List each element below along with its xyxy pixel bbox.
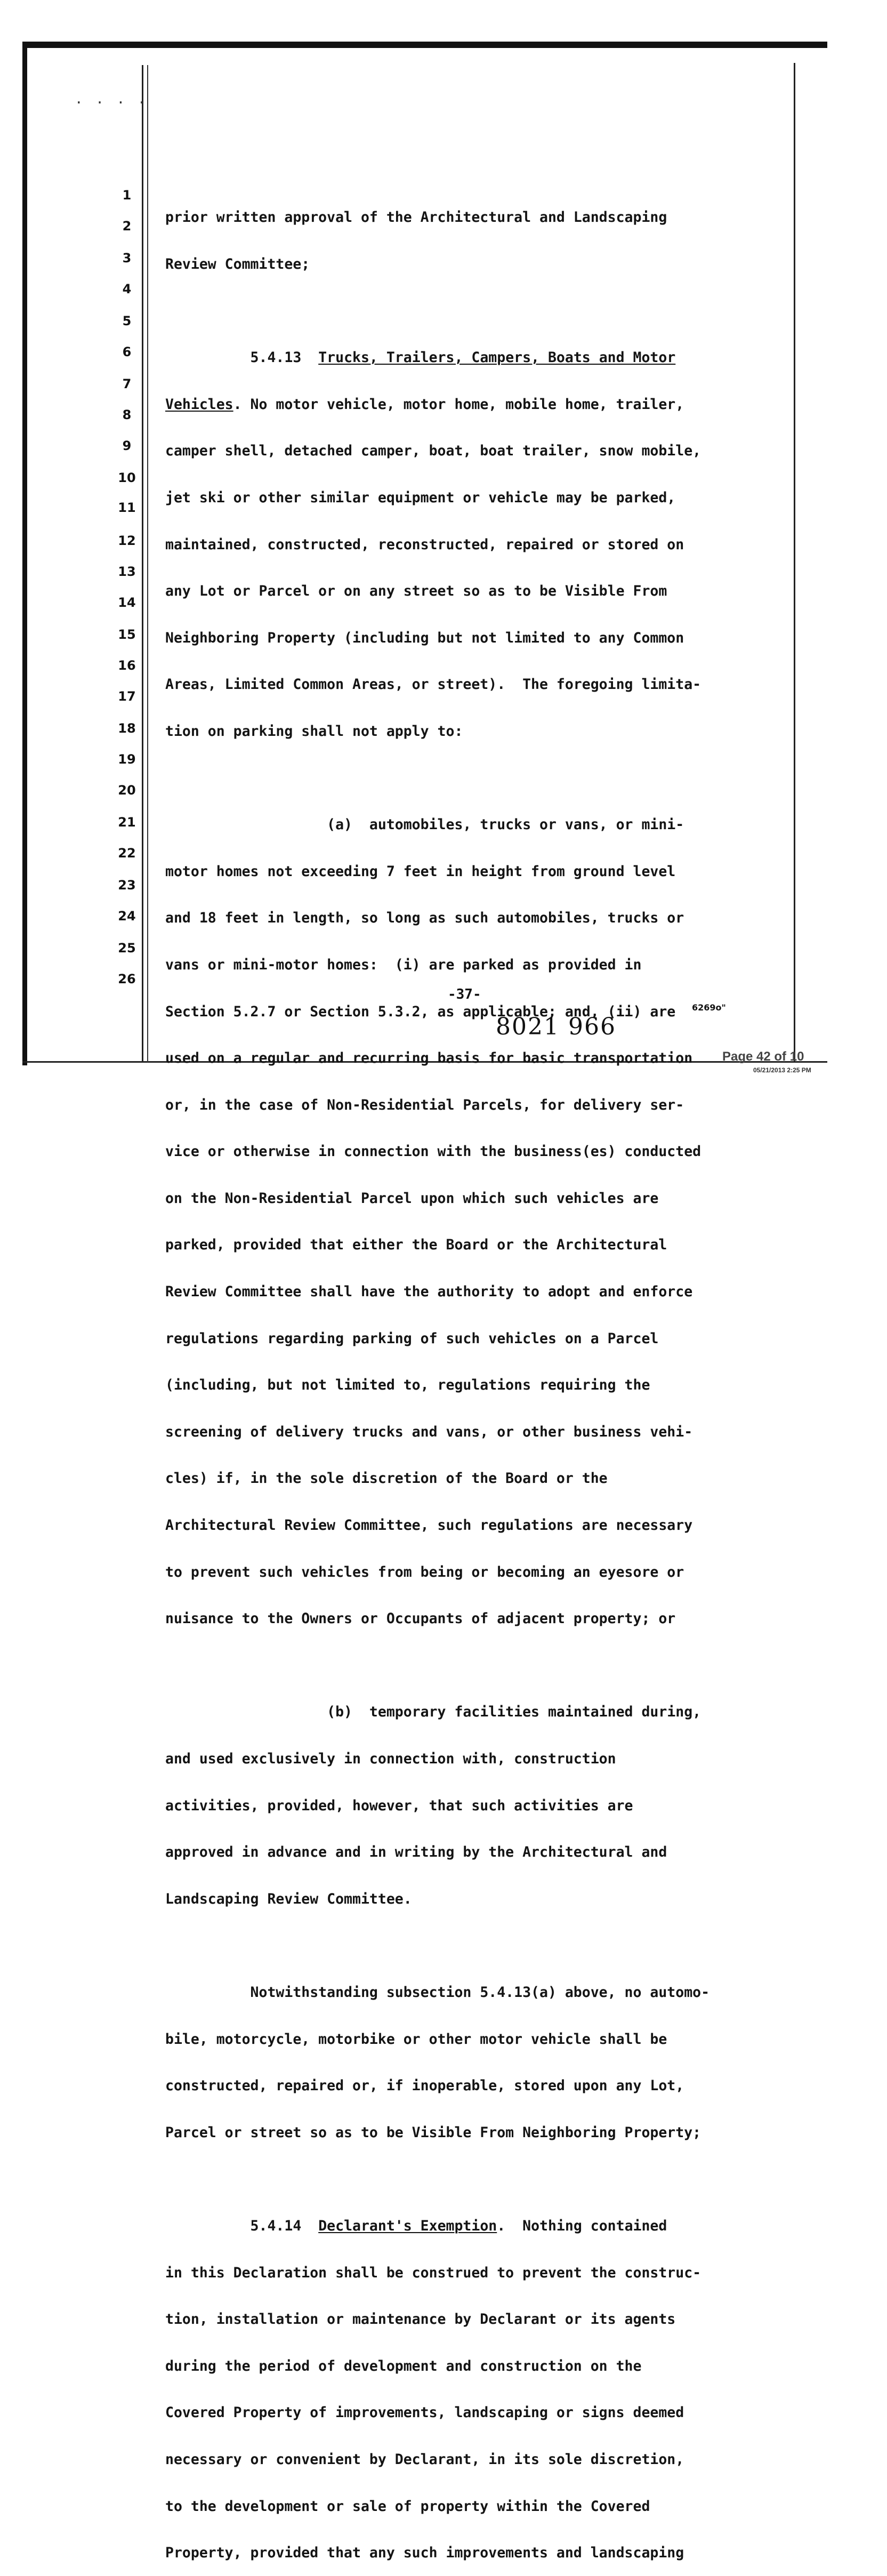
line-number: 6 [122, 344, 132, 359]
line-number: 18 [118, 721, 136, 736]
section-heading: Trucks, Trailers, Campers, Boats and Motor [318, 349, 676, 366]
line-number: 15 [118, 627, 136, 642]
subsection-b-first-line [165, 1704, 762, 1720]
text-line: tion, installation or maintenance by Declarant or its agents [165, 2311, 676, 2328]
text-line: in this Declaration shall be construed to prevent the construc- [165, 2264, 701, 2281]
text-line: parked, provided that either the Board or the Architectural [165, 1237, 667, 1254]
line-number: 5 [122, 314, 132, 328]
text-line: vice or otherwise in connection with the business(es) conducted [165, 1143, 701, 1160]
margin-rule-left-outer [142, 65, 143, 1062]
text-line: cles) if, in the sole discretion of the Board or the [165, 1470, 608, 1487]
line-number: 8 [122, 407, 132, 422]
text-line: Property, provided that any such improvements and landscaping [165, 2545, 684, 2562]
text-line: regulations regarding parking of such vehicles on a Parcel [165, 1330, 659, 1347]
text-line: or, in the case of Non-Residential Parcels, for delivery ser- [165, 1096, 684, 1113]
scan-noise-dots: · · · · [75, 95, 148, 111]
line-number: 25 [118, 941, 136, 956]
margin-rule-left-inner [147, 65, 148, 1062]
line-number: 23 [118, 878, 136, 893]
document-body [165, 179, 762, 2576]
text-line: vans or mini-motor homes: (i) are parked as provided in [165, 956, 642, 973]
line-number: 3 [122, 251, 132, 266]
document-code: 6269o" [692, 1002, 726, 1013]
text-line: Parcel or street so as to be Visible From Neighboring Property; [165, 2124, 701, 2141]
scan-border-top [22, 42, 827, 48]
text-run: Notwithstanding subsection 5.4.13(a) above, no automo- [250, 1984, 710, 2001]
text-line: Covered Property of improvements, landscaping or signs deemed [165, 2404, 684, 2421]
text-line [165, 397, 762, 412]
page-number: -37- [448, 986, 481, 1002]
text-line: and 18 feet in length, so long as such automobiles, trucks or [165, 910, 684, 927]
text-line: maintained, constructed, reconstructed, repaired or stored on [165, 536, 684, 553]
notwithstanding-first-line [165, 1985, 762, 2000]
line-number: 26 [118, 972, 136, 986]
line-number: 12 [118, 533, 136, 548]
text-line: Review Committee shall have the authority to adopt and enforce [165, 1283, 693, 1301]
text-line: constructed, repaired or, if inoperable, stored upon any Lot, [165, 2077, 684, 2094]
text-line: to the development or sale of property within the Covered [165, 2498, 650, 2515]
line-number: 17 [118, 689, 136, 704]
text-line: on the Non-Residential Parcel upon which such vehicles are [165, 1190, 659, 1207]
line-number: 16 [118, 658, 136, 673]
section-number: 5.4.13 [250, 349, 302, 366]
text-line: during the period of development and construction on the [165, 2357, 642, 2374]
text-line: screening of delivery trucks and vans, or other business vehi- [165, 1423, 693, 1440]
text-line: jet ski or other similar equipment or vehicle may be parked, [165, 489, 676, 506]
section-heading: Vehicles [165, 396, 233, 413]
text-run: (a) automobiles, trucks or vans, or mini- [327, 816, 684, 833]
recording-book-page: 8021 966 [496, 1013, 616, 1040]
text-line: motor homes not exceeding 7 feet in height from ground level [165, 863, 676, 880]
text-line: Section 5.2.7 or Section 5.3.2, as applicable; and, (ii) are [165, 1003, 676, 1020]
text-line: Areas, Limited Common Areas, or street). The foregoing limita- [165, 676, 701, 693]
section-5-4-14-heading-line [165, 2218, 762, 2234]
section-5-4-13-heading-line [165, 350, 762, 365]
line-number: 9 [122, 438, 132, 453]
text-run: . No motor vehicle, motor home, mobile home, trailer, [233, 396, 684, 413]
text-run: . Nothing contained [497, 2217, 667, 2234]
line-number: 13 [118, 564, 136, 579]
margin-rule-right [794, 63, 795, 1063]
text-line: tion on parking shall not apply to: [165, 723, 463, 740]
text-run: (b) temporary facilities maintained during, [327, 1704, 701, 1721]
text-line: nuisance to the Owners or Occupants of adjacent property; or [165, 1610, 676, 1627]
text-line: approved in advance and in writing by the Architectural and [165, 1844, 667, 1861]
line-number: 20 [118, 783, 136, 798]
line-number: 24 [118, 909, 136, 924]
text-line: and used exclusively in connection with, construction [165, 1751, 616, 1767]
line-number: 10 [118, 470, 136, 485]
text-line: activities, provided, however, that such activities are [165, 1797, 633, 1814]
line-number: 2 [122, 219, 132, 234]
text-line: to prevent such vehicles from being or becoming an eyesore or [165, 1563, 684, 1580]
text-line: Neighboring Property (including but not limited to any Common [165, 629, 684, 646]
line-number: 1 [122, 188, 132, 203]
text-line: prior written approval of the Architectural and Landscaping [165, 209, 667, 226]
line-number: 11 [118, 500, 136, 515]
text-line: necessary or convenient by Declarant, in its sole discretion, [165, 2451, 684, 2468]
line-number: 4 [122, 282, 132, 296]
line-number: 14 [118, 595, 136, 610]
text-line: used on a regular and recurring basis for basic transportation [165, 1050, 693, 1067]
print-timestamp: 05/21/2013 2:25 PM [753, 1066, 811, 1074]
text-line: Architectural Review Committee, such regulations are necessary [165, 1517, 693, 1534]
subsection-a-first-line [165, 817, 762, 832]
line-number: 21 [118, 815, 136, 830]
text-line: bile, motorcycle, motorbike or other motor vehicle shall be [165, 2031, 667, 2048]
section-number: 5.4.14 [250, 2217, 302, 2234]
page-of-total: Page 42 of 10 [722, 1049, 804, 1064]
section-heading: Declarant's Exemption [318, 2217, 497, 2234]
text-line: camper shell, detached camper, boat, boat trailer, snow mobile, [165, 443, 701, 460]
text-line: Review Committee; [165, 256, 310, 272]
text-line: Landscaping Review Committee. [165, 1890, 412, 1907]
text-line: any Lot or Parcel or on any street so as to be Visible From [165, 583, 667, 600]
scan-border-left [22, 42, 27, 1065]
text-line: (including, but not limited to, regulations requiring the [165, 1377, 650, 1394]
line-number: 7 [122, 376, 132, 391]
line-number: 22 [118, 846, 136, 861]
line-number: 19 [118, 752, 136, 767]
